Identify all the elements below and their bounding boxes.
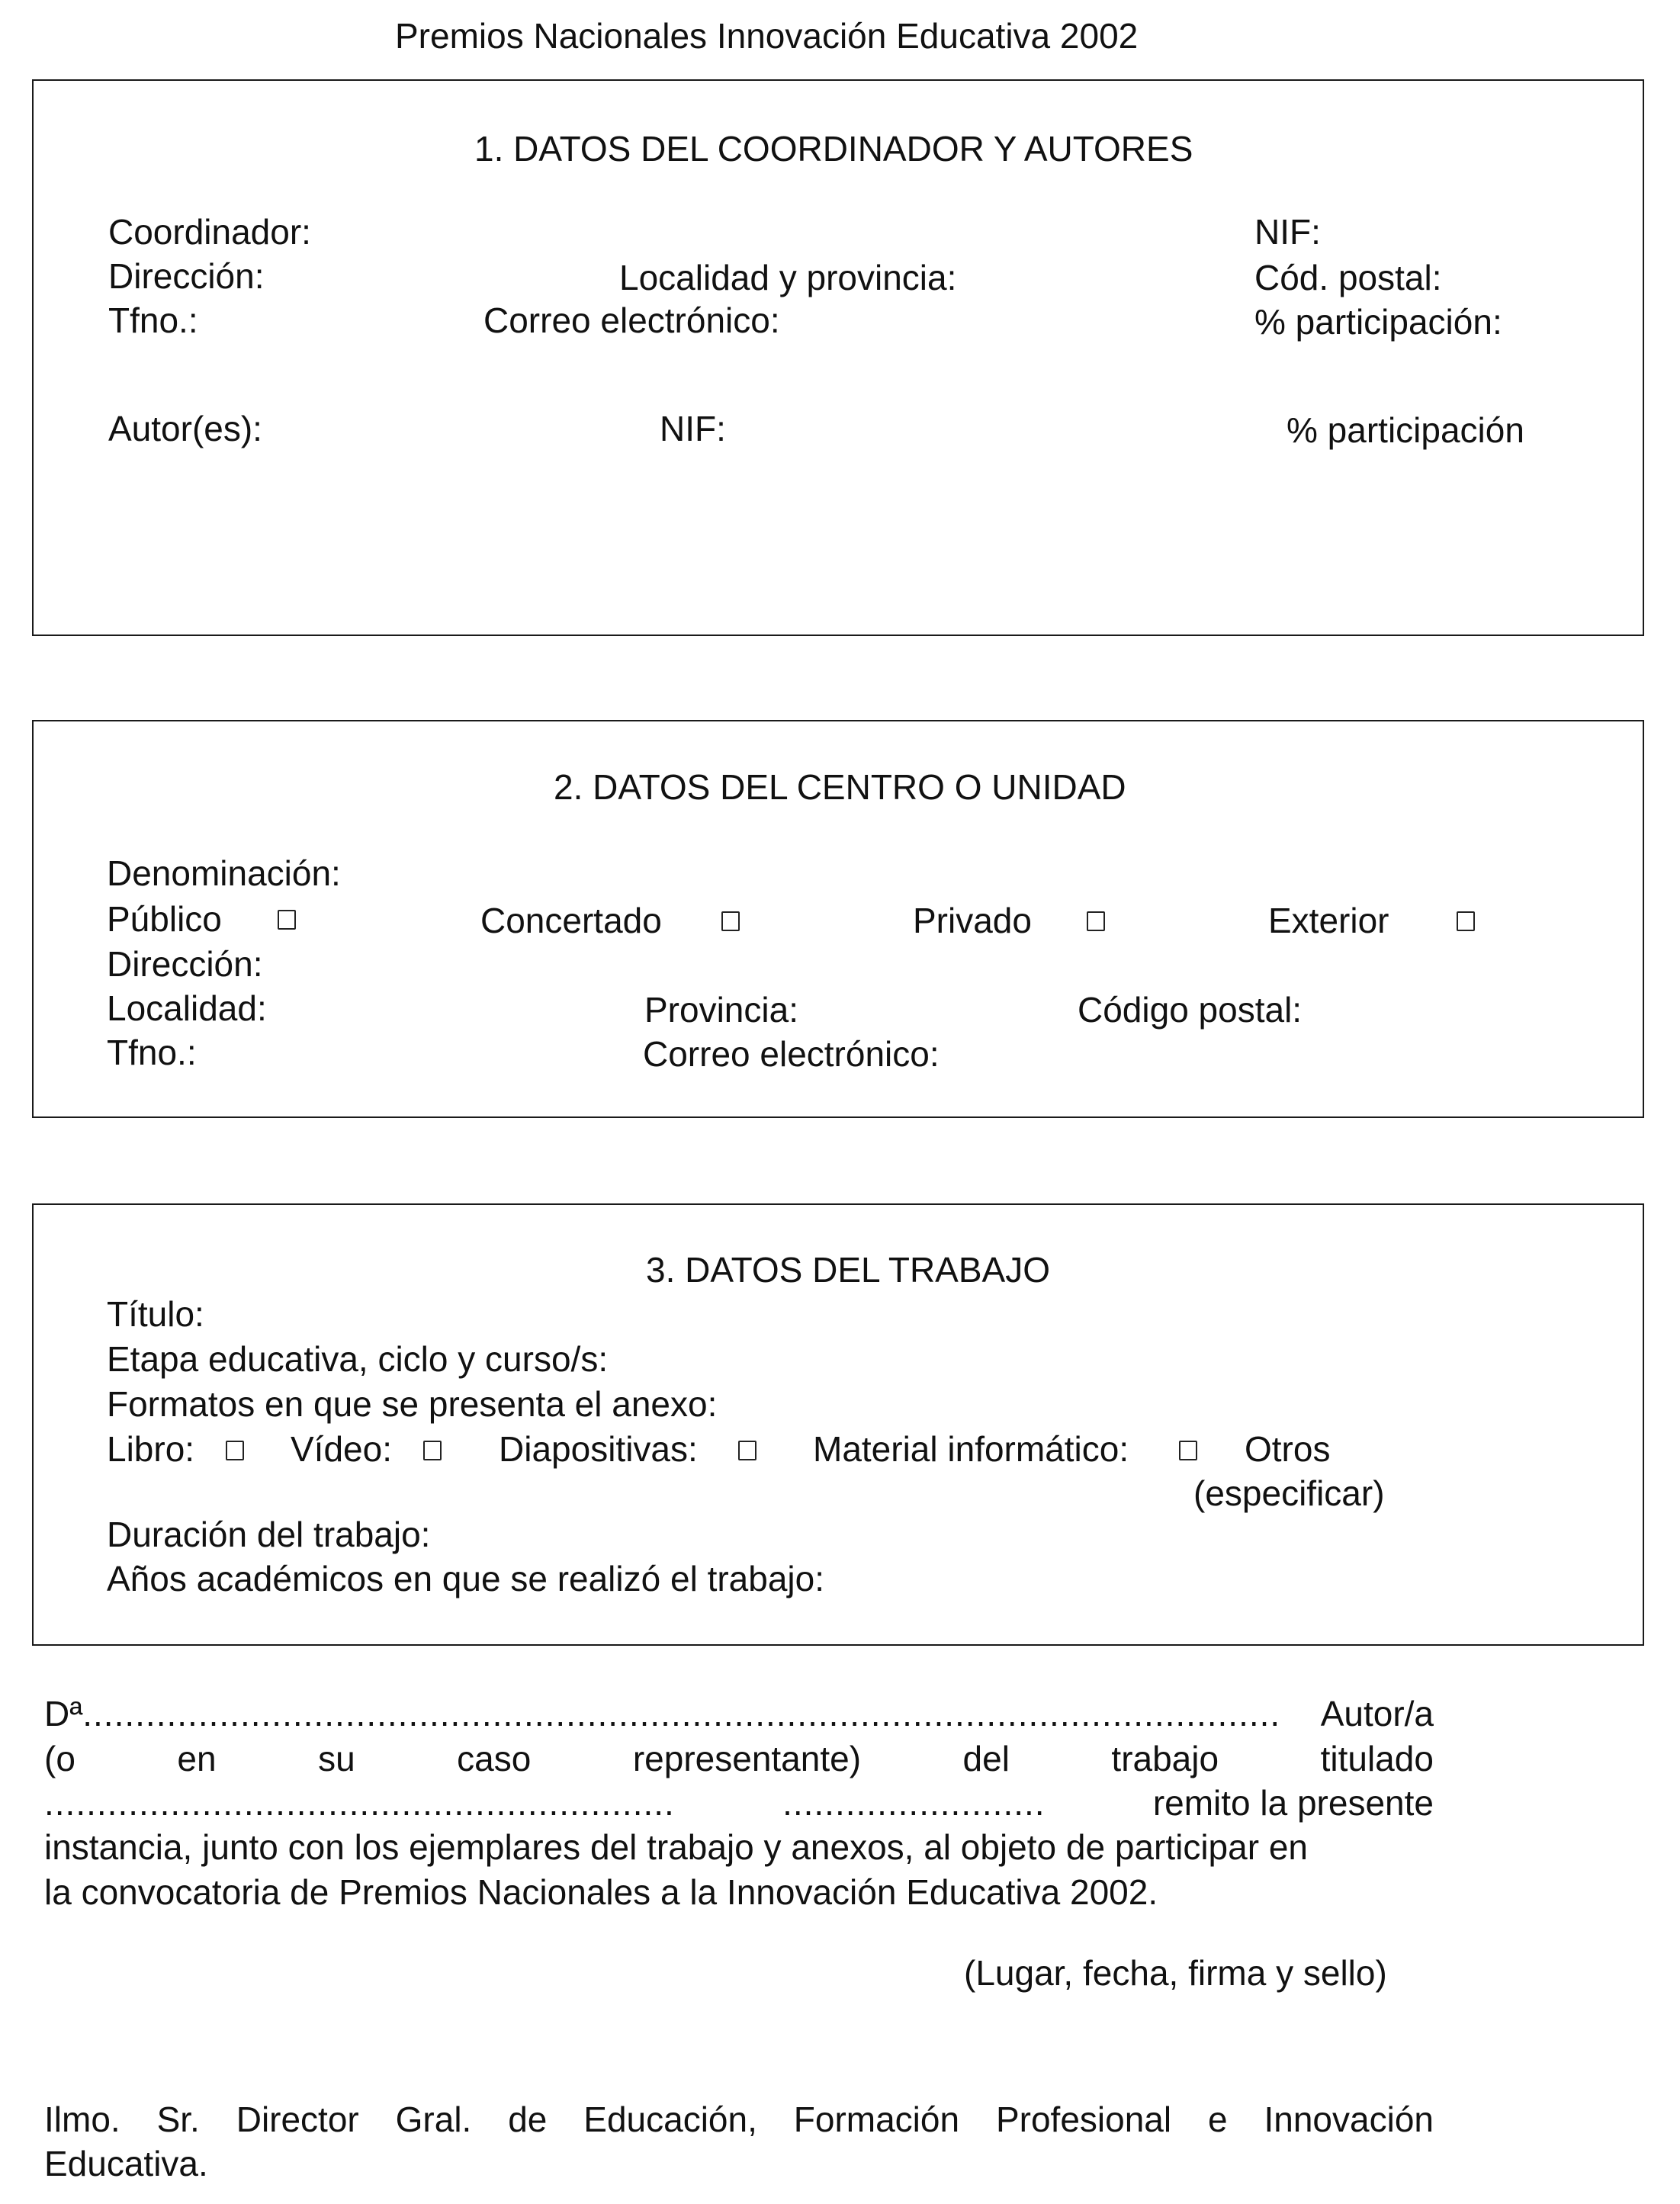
otros-label: Otros: [1245, 1429, 1331, 1469]
etapa-label: Etapa educativa, ciclo y curso/s:: [107, 1339, 609, 1379]
addressee-word: Director: [236, 2100, 359, 2139]
coordinador-cod-postal-label: Cód. postal:: [1254, 258, 1442, 297]
signature-label: (Lugar, fecha, firma y sello): [964, 1953, 1387, 1993]
declaration-title-dots-2: .........................: [782, 1783, 1046, 1823]
coordinador-tfno-label: Tfno.:: [108, 300, 198, 340]
addressee-line-2: Educativa.: [44, 2144, 208, 2183]
otros-especificar-label: (especificar): [1193, 1473, 1385, 1513]
centro-localidad-label: Localidad:: [107, 988, 267, 1028]
coordinador-correo-label: Correo electrónico:: [483, 300, 780, 340]
centro-codigo-postal-label: Código postal:: [1078, 990, 1303, 1030]
addressee-word: Gral.: [395, 2100, 472, 2139]
declaration-autor: Autor/a: [1320, 1694, 1434, 1733]
publico-checkbox[interactable]: [278, 910, 296, 930]
addressee-word: de: [508, 2100, 548, 2139]
coordinador-participacion-label: % participación:: [1254, 302, 1502, 342]
page-title: Premios Nacionales Innovación Educativa 2002: [395, 16, 1139, 56]
publico-label: Público: [107, 899, 222, 939]
declaration-word: representante): [632, 1739, 862, 1778]
anos-academicos-label: Años académicos en que se realizó el trabajo:: [107, 1559, 825, 1598]
video-checkbox[interactable]: [423, 1441, 442, 1460]
declaration-word: su: [318, 1739, 355, 1778]
addressee-word: Ilmo.: [44, 2100, 120, 2139]
autores-label: Autor(es):: [108, 409, 262, 448]
declaration-name-dots: ..................................................................................................................: [82, 1694, 1281, 1733]
addressee-word: e: [1208, 2100, 1228, 2139]
addressee-word: Educación,: [583, 2100, 757, 2139]
declaration-word: titulado: [1320, 1739, 1434, 1778]
centro-tfno-label: Tfno.:: [107, 1033, 197, 1072]
declaration-word: en: [177, 1739, 217, 1778]
addressee-word: Profesional: [995, 2100, 1172, 2139]
declaration-word: del: [962, 1739, 1010, 1778]
declaration-line-5: la convocatoria de Premios Nacionales a la Innovación Educativa 2002.: [44, 1872, 1158, 1912]
declaration-da: Dª: [44, 1694, 83, 1733]
titulo-label: Título:: [107, 1294, 204, 1334]
privado-checkbox[interactable]: [1087, 911, 1105, 931]
addressee-line-1: [44, 2099, 1434, 2140]
centro-provincia-label: Provincia:: [644, 990, 798, 1030]
declaration-word: caso: [457, 1739, 532, 1778]
declaration-title-dots-1: ............................................................: [44, 1783, 675, 1823]
libro-label: Libro:: [107, 1429, 195, 1469]
privado-label: Privado: [913, 901, 1032, 940]
centro-correo-label: Correo electrónico:: [643, 1034, 940, 1074]
section-3-heading: 3. DATOS DEL TRABAJO: [646, 1250, 1051, 1290]
addressee-word: Innovación: [1264, 2100, 1434, 2139]
section-2-heading: 2. DATOS DEL CENTRO O UNIDAD: [554, 767, 1126, 807]
autores-nif-label: NIF:: [660, 409, 726, 448]
declaration-word: trabajo: [1111, 1739, 1219, 1778]
section-1-heading: 1. DATOS DEL COORDINADOR Y AUTORES: [474, 129, 1193, 169]
concertado-checkbox[interactable]: [721, 911, 740, 931]
centro-direccion-label: Dirección:: [107, 944, 263, 984]
declaration-line-3: [44, 1782, 1434, 1823]
declaration-line-4: instancia, junto con los ejemplares del trabajo y anexos, al objeto de participar en: [44, 1827, 1308, 1867]
material-informatico-checkbox[interactable]: [1179, 1441, 1197, 1460]
video-label: Vídeo:: [291, 1429, 392, 1469]
addressee-word: Formación: [793, 2100, 960, 2139]
exterior-checkbox[interactable]: [1457, 911, 1475, 931]
libro-checkbox[interactable]: [226, 1441, 244, 1460]
autores-participacion-label: % participación: [1287, 410, 1524, 450]
formatos-label: Formatos en que se presenta el anexo:: [107, 1384, 718, 1424]
exterior-label: Exterior: [1268, 901, 1389, 940]
declaration-line-2: [44, 1738, 1434, 1779]
diapositivas-checkbox[interactable]: [738, 1441, 756, 1460]
declaration-remito: remito la presente: [1152, 1783, 1434, 1823]
addressee-word: Sr.: [156, 2100, 200, 2139]
denominacion-label: Denominación:: [107, 853, 341, 893]
material-informatico-label: Material informático:: [813, 1429, 1129, 1469]
declaration-word: (o: [44, 1739, 75, 1778]
concertado-label: Concertado: [480, 901, 662, 940]
duracion-label: Duración del trabajo:: [107, 1515, 431, 1554]
diapositivas-label: Diapositivas:: [499, 1429, 698, 1469]
coordinador-direccion-label: Dirección:: [108, 256, 265, 296]
coordinador-localidad-label: Localidad y provincia:: [619, 258, 957, 297]
coordinador-label: Coordinador:: [108, 212, 311, 252]
declaration-line-1: [44, 1693, 1434, 1734]
coordinador-nif-label: NIF:: [1254, 212, 1321, 252]
